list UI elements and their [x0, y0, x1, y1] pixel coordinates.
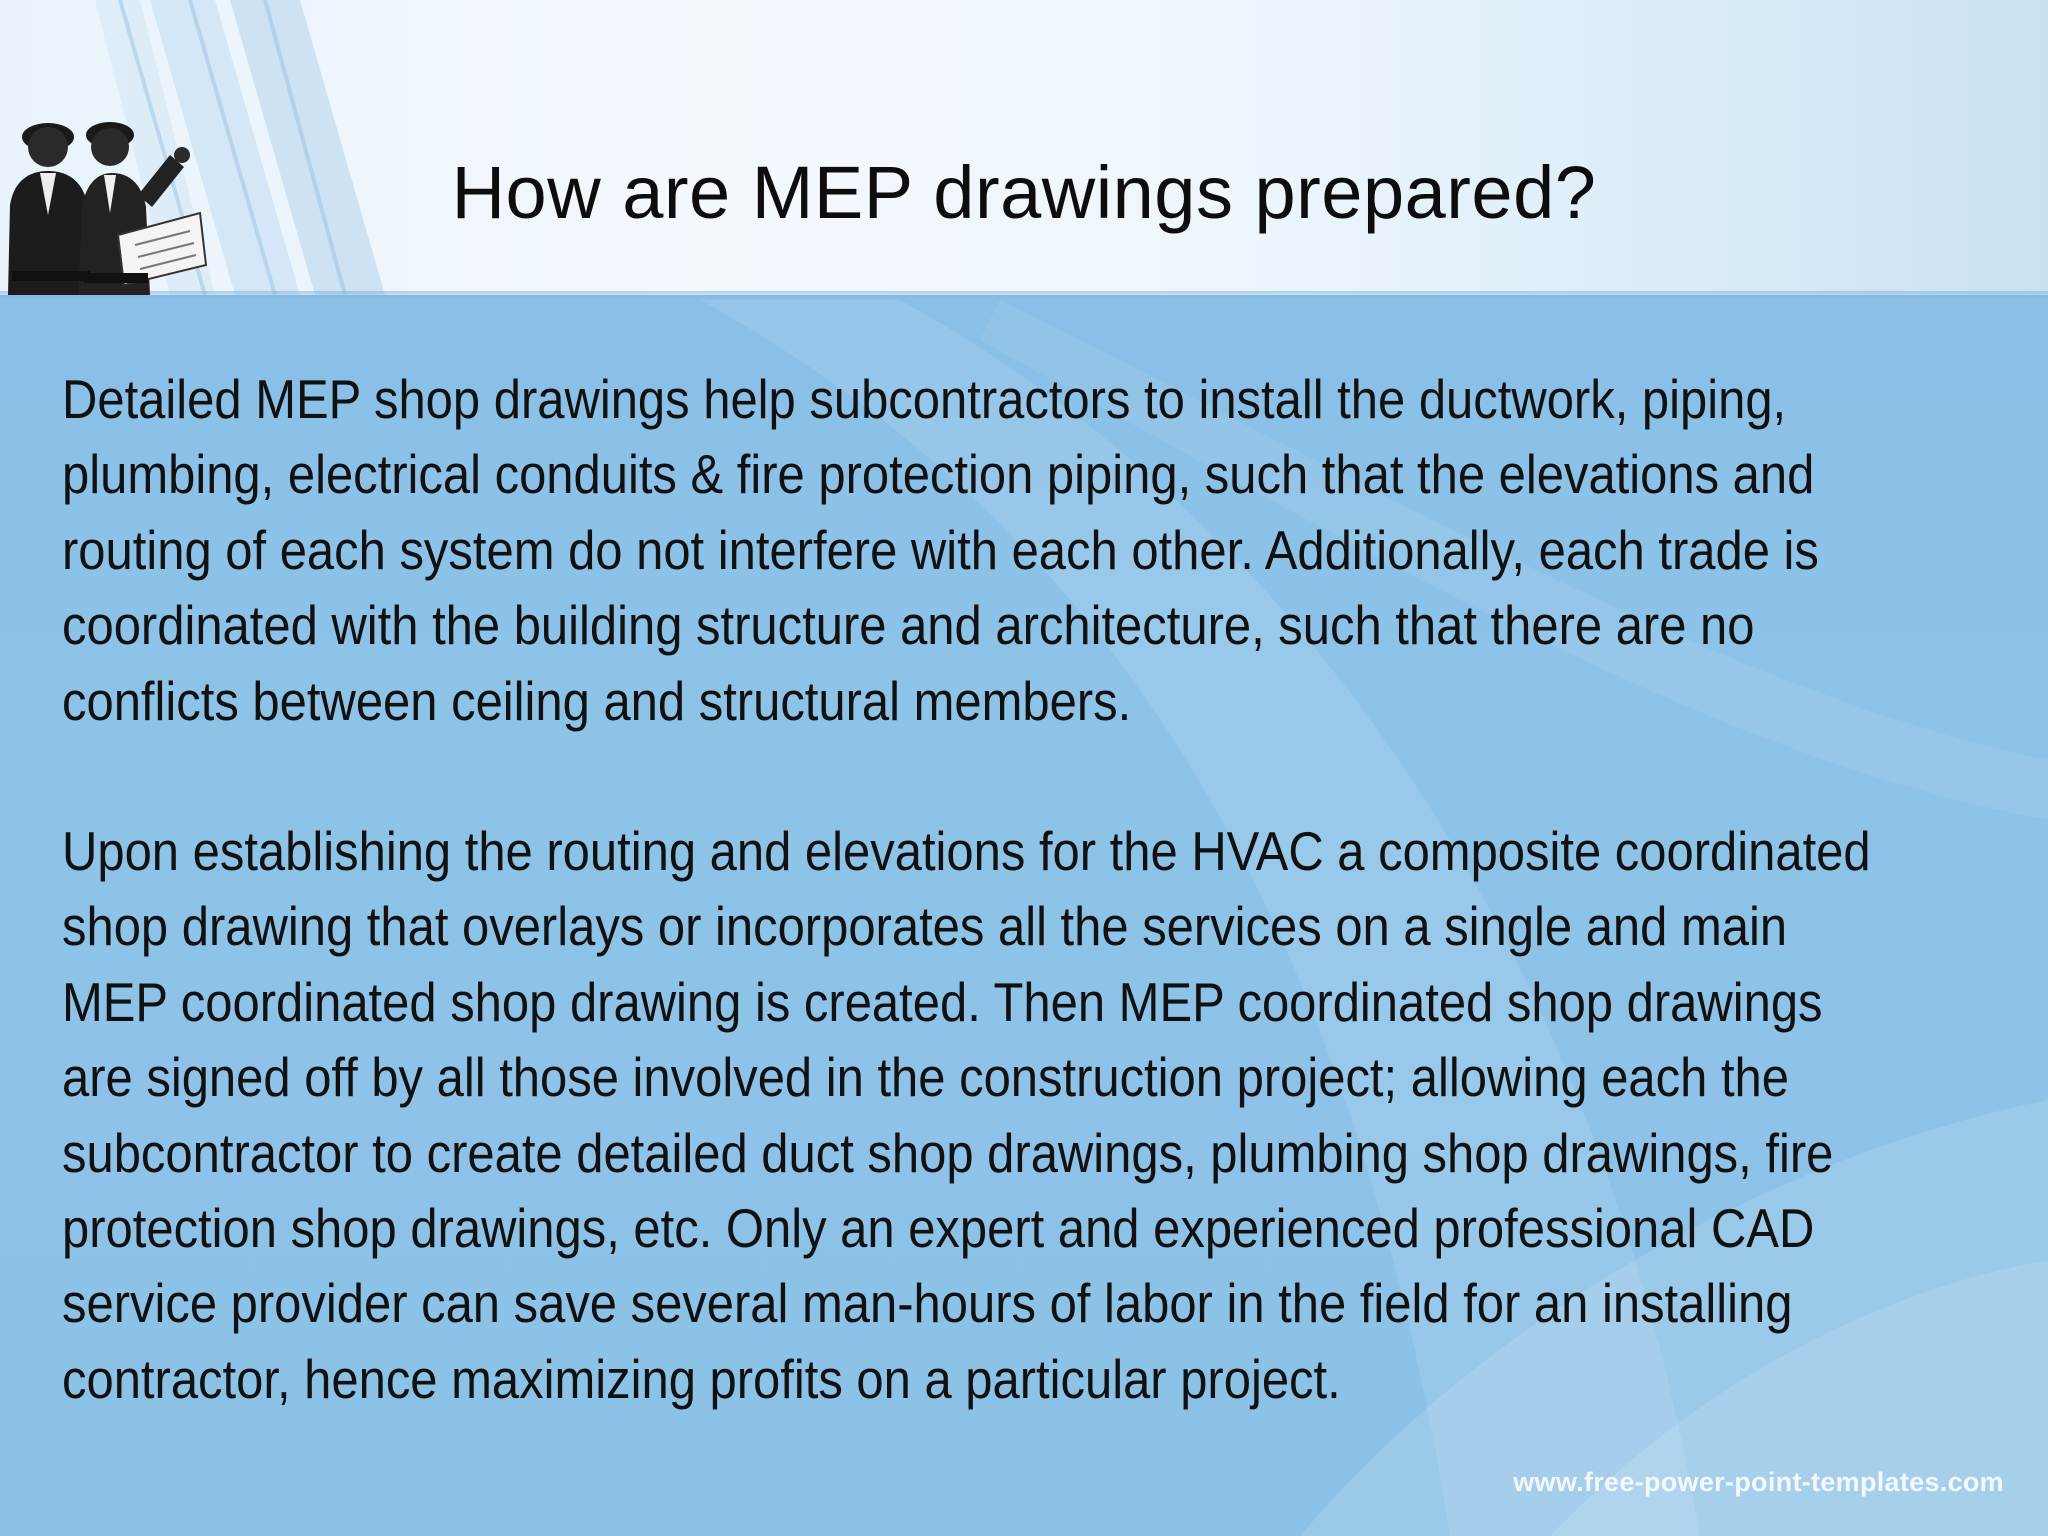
paragraph-line: Upon establishing the routing and elevations for the HVAC a composite coordinated: [62, 820, 1871, 883]
header-divider: [0, 291, 2048, 299]
paragraph-line: service provider can save several man-hours of labor in the field for an installing: [62, 1272, 1793, 1335]
paragraph-1: [62, 362, 2002, 739]
paragraph-line: contractor, hence maximizing profits on a particular project.: [62, 1347, 1341, 1410]
paragraph-line: coordinated with the building structure and architecture, such that there are no: [62, 594, 1755, 657]
paragraph-line: are signed off by all those involved in the construction project; allowing each the: [62, 1046, 1790, 1109]
paragraph-line: plumbing, electrical conduits & fire protection piping, such that the elevations and: [62, 443, 1815, 506]
paragraph-line: Detailed MEP shop drawings help subcontractors to install the ductwork, piping,: [62, 368, 1787, 430]
slide-body: [62, 362, 2002, 1417]
paragraph-line: subcontractor to create detailed duct shop drawings, plumbing shop drawings, fire: [62, 1121, 1834, 1184]
paragraph-line: shop drawing that overlays or incorporates all the services on a single and main: [62, 895, 1788, 958]
footer-url: www.free-power-point-templates.com: [1513, 1467, 2004, 1497]
paragraph-line: routing of each system do not interfere with each other. Additionally, each trade is: [62, 518, 1819, 581]
paragraph-spacer: [62, 739, 2002, 814]
paragraph-line: conflicts between ceiling and structural members.: [62, 669, 1132, 732]
slide-title: [0, 148, 2048, 238]
paragraph-line: protection shop drawings, etc. Only an expert and experienced professional CAD: [62, 1197, 1815, 1260]
paragraph-2: [62, 814, 2002, 1417]
paragraph-line: MEP coordinated shop drawing is created. Then MEP coordinated shop drawings: [62, 970, 1823, 1033]
slide-title-text: How are MEP drawings prepared?: [451, 151, 1597, 234]
